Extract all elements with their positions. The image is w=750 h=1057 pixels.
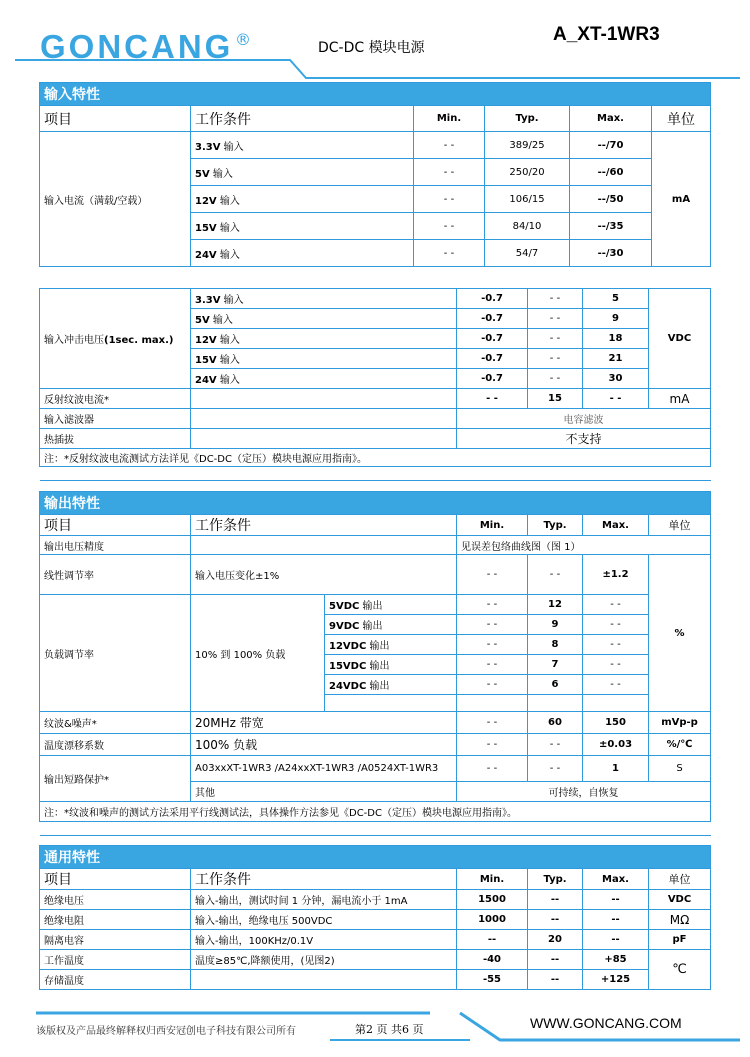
- cond-voltage: 15V: [195, 222, 217, 234]
- cell-max: ±0.03: [583, 734, 649, 756]
- cell-typ: 6: [528, 675, 583, 695]
- cond-text: 输出: [362, 621, 383, 632]
- short-circuit-label: 输出短路保护*: [40, 756, 191, 802]
- cell-min: --: [457, 930, 528, 950]
- cond-text: 输入: [219, 335, 240, 346]
- input-section-title: 输入特性: [40, 83, 711, 106]
- cond-text: 输出: [369, 641, 390, 652]
- product-category: DC-DC 模块电源: [318, 40, 425, 56]
- cond-voltage: 5V: [195, 168, 210, 180]
- col-max: Max.: [583, 869, 649, 890]
- cell-min: -0.7: [457, 329, 528, 349]
- cell-typ: - -: [528, 555, 583, 595]
- cond-text: 输出: [369, 681, 390, 692]
- cell-typ: 12: [528, 595, 583, 615]
- company-logo: GONCANG: [40, 28, 234, 65]
- cell-typ: --: [528, 950, 583, 970]
- cell-min: - -: [457, 675, 528, 695]
- general-section-title: 通用特性: [40, 846, 711, 869]
- row-condition: 输入-输出，测试时间 1 分钟，漏电流小于 1mA: [191, 890, 457, 910]
- output-note: 注：*纹波和噪声的测试方法采用平行线测试法，具体操作方法参见《DC-DC（定压）模块电源应用指南》。: [40, 802, 711, 822]
- hotplug-label: 热插拔: [40, 429, 191, 449]
- cell-typ: - -: [528, 309, 583, 329]
- input-current-unit: mA: [652, 132, 711, 267]
- cell-max: --/30: [570, 240, 652, 267]
- cond-voltage: 3.3V: [195, 295, 221, 306]
- short-circuit-condition-1: A03xxXT-1WR3 /A24xxXT-1WR3 /A0524XT-1WR3: [191, 756, 457, 782]
- cond-voltage: 24V: [195, 375, 217, 386]
- cond-text: 输入: [212, 315, 233, 326]
- cell-min: - -: [414, 132, 485, 159]
- ripple-typ: 15: [528, 389, 583, 409]
- general-characteristics-table: [39, 845, 711, 990]
- cond-voltage: 5VDC: [329, 601, 360, 612]
- col-min: Min.: [414, 106, 485, 132]
- row-condition: 温度≥85℃,降额使用，(见图2): [191, 950, 457, 970]
- temp-coef-unit: %/℃: [649, 734, 711, 756]
- cell-typ: 106/15: [485, 186, 570, 213]
- cell-min: -55: [457, 970, 528, 990]
- cond-voltage: 12V: [195, 335, 217, 346]
- table-row: [40, 950, 711, 970]
- ripple-max: - -: [583, 389, 649, 409]
- cell-min: - -: [457, 734, 528, 756]
- filter-label: 输入滤波器: [40, 409, 191, 429]
- cell-min: -0.7: [457, 289, 528, 309]
- cell-max: 9: [583, 309, 649, 329]
- cond-voltage: 3.3V: [195, 141, 221, 153]
- input-characteristics-table: [39, 82, 711, 267]
- cell-min: - -: [457, 655, 528, 675]
- cell-max: ±1.2: [583, 555, 649, 595]
- table-row: [40, 970, 711, 990]
- cell-max: - -: [583, 615, 649, 635]
- cond-voltage: 9VDC: [329, 621, 360, 632]
- cond-text: 输入: [219, 355, 240, 366]
- col-typ: Typ.: [528, 869, 583, 890]
- cell-max: --/35: [570, 213, 652, 240]
- cell-min: 1000: [457, 910, 528, 930]
- cell-max: - -: [583, 595, 649, 615]
- col-unit: 单位: [649, 869, 711, 890]
- col-unit: 单位: [649, 515, 711, 536]
- cond-text: 输入: [219, 249, 240, 261]
- copyright-notice: 该版权及产品最终解释权归西安冠创电子科技有限公司所有: [36, 1026, 296, 1037]
- col-condition: 工作条件: [191, 869, 457, 890]
- cond-text: 输入: [212, 168, 233, 180]
- input-surge-table: [39, 288, 711, 481]
- cell-max: --/60: [570, 159, 652, 186]
- col-condition: 工作条件: [191, 106, 414, 132]
- cond-text: 输出: [369, 661, 390, 672]
- cell-min: - -: [414, 186, 485, 213]
- noise-unit: mVp-p: [649, 712, 711, 734]
- cell-min: - -: [457, 595, 528, 615]
- cell-typ: 54/7: [485, 240, 570, 267]
- cell-min: - -: [414, 240, 485, 267]
- cell-min: - -: [457, 615, 528, 635]
- load-reg-unit: %: [649, 555, 711, 712]
- row-item: 绝缘电压: [40, 890, 191, 910]
- cell-typ: - -: [528, 756, 583, 782]
- cond-text: 输出: [362, 601, 383, 612]
- cond-text: 输入: [223, 141, 244, 153]
- line-reg-label: 线性调节率: [40, 555, 191, 595]
- cell-max: 30: [583, 369, 649, 389]
- ripple-unit: mA: [649, 389, 711, 409]
- cell-min: - -: [457, 756, 528, 782]
- col-max: Max.: [583, 515, 649, 536]
- col-condition: 工作条件: [191, 515, 457, 536]
- temp-coef-condition: 100% 负载: [191, 734, 457, 756]
- surge-label-suffix: (1sec. max.): [104, 335, 174, 346]
- cond-voltage: 15VDC: [329, 661, 367, 672]
- cond-voltage: 12VDC: [329, 641, 367, 652]
- cell-typ: --: [528, 910, 583, 930]
- input-note: 注：*反射纹波电流测试方法详见《DC-DC（定压）模块电源应用指南》。: [40, 449, 711, 467]
- col-typ: Typ.: [528, 515, 583, 536]
- short-circuit-value-2: 可持续，自恢复: [457, 782, 711, 802]
- col-unit: 单位: [652, 106, 711, 132]
- cell-typ: 7: [528, 655, 583, 675]
- input-current-label: 输入电流（满载/空载）: [40, 132, 191, 267]
- cell-unit: MΩ: [649, 910, 711, 930]
- cell-typ: - -: [528, 369, 583, 389]
- row-condition: 输入-输出，100KHz/0.1V: [191, 930, 457, 950]
- cell-max: --/70: [570, 132, 652, 159]
- cell-max: 18: [583, 329, 649, 349]
- cell-min: 1500: [457, 890, 528, 910]
- line-reg-condition: 输入电压变化±1%: [191, 555, 457, 595]
- cell-max: 1: [583, 756, 649, 782]
- cell-max: 21: [583, 349, 649, 369]
- load-reg-label: 负载调节率: [40, 595, 191, 712]
- cell-typ: 8: [528, 635, 583, 655]
- accuracy-value: 见误差包络曲线图（图 1）: [457, 536, 711, 555]
- cell-min: -0.7: [457, 369, 528, 389]
- cond-voltage: 12V: [195, 195, 217, 207]
- cell-max: 150: [583, 712, 649, 734]
- short-circuit-unit: S: [649, 756, 711, 782]
- short-circuit-condition-2: 其他: [191, 782, 457, 802]
- cond-voltage: 5V: [195, 315, 210, 326]
- cell-min: - -: [457, 712, 528, 734]
- cond-voltage: 15V: [195, 355, 217, 366]
- cell-typ: 84/10: [485, 213, 570, 240]
- row-item: 绝缘电阻: [40, 910, 191, 930]
- cell-unit: VDC: [649, 890, 711, 910]
- col-max: Max.: [570, 106, 652, 132]
- col-typ: Typ.: [485, 106, 570, 132]
- hotplug-value: 不支持: [457, 429, 711, 449]
- cond-voltage: 24VDC: [329, 681, 367, 692]
- noise-label: 纹波&噪声*: [40, 712, 191, 734]
- cell-unit: pF: [649, 930, 711, 950]
- cell-max: +125: [583, 970, 649, 990]
- row-condition: 输入-输出，绝缘电压 500VDC: [191, 910, 457, 930]
- registered-mark: ®: [235, 30, 251, 49]
- cell-typ: 60: [528, 712, 583, 734]
- cell-typ: --: [528, 890, 583, 910]
- col-min: Min.: [457, 869, 528, 890]
- cell-max: --: [583, 910, 649, 930]
- surge-unit: VDC: [649, 289, 711, 389]
- surge-label: 输入冲击电压: [44, 335, 104, 346]
- col-min: Min.: [457, 515, 528, 536]
- row-condition: [191, 970, 457, 990]
- cell-typ: 20: [528, 930, 583, 950]
- ripple-min: - -: [457, 389, 528, 409]
- cond-text: 输入: [219, 375, 240, 386]
- table-row: [40, 910, 711, 930]
- cell-max: 5: [583, 289, 649, 309]
- cond-text: 输入: [223, 295, 244, 306]
- cell-max: - -: [583, 635, 649, 655]
- row-item: 存储温度: [40, 970, 191, 990]
- cell-min: -0.7: [457, 309, 528, 329]
- output-section-title: 输出特性: [40, 492, 711, 515]
- cell-min: - -: [414, 213, 485, 240]
- cell-min: - -: [414, 159, 485, 186]
- cell-max: +85: [583, 950, 649, 970]
- table-row: [40, 930, 711, 950]
- cell-typ: 250/20: [485, 159, 570, 186]
- row-item: 隔离电容: [40, 930, 191, 950]
- cell-min: - -: [457, 635, 528, 655]
- temp-coef-label: 温度漂移系数: [40, 734, 191, 756]
- cell-typ: --: [528, 970, 583, 990]
- website-link[interactable]: WWW.GONCANG.COM: [530, 1015, 682, 1031]
- cell-typ: - -: [528, 329, 583, 349]
- filter-value: 电容滤波: [457, 409, 711, 429]
- temp-unit: ℃: [649, 950, 711, 990]
- cell-max: --: [583, 890, 649, 910]
- cell-typ: - -: [528, 289, 583, 309]
- col-item: 项目: [40, 106, 191, 132]
- cond-voltage: 24V: [195, 249, 217, 261]
- table-row: [40, 890, 711, 910]
- model-number: A_XT-1WR3: [553, 24, 660, 45]
- page-number: 第2 页 共6 页: [355, 1023, 424, 1036]
- output-characteristics-table: [39, 491, 711, 836]
- cond-text: 输入: [219, 195, 240, 207]
- cell-max: - -: [583, 675, 649, 695]
- col-item: 项目: [40, 515, 191, 536]
- cell-typ: 9: [528, 615, 583, 635]
- cell-max: --: [583, 930, 649, 950]
- cell-typ: - -: [528, 734, 583, 756]
- cell-typ: 389/25: [485, 132, 570, 159]
- col-item: 项目: [40, 869, 191, 890]
- load-reg-condition: 10% 到 100% 负载: [191, 595, 325, 712]
- cond-text: 输入: [219, 222, 240, 234]
- noise-condition: 20MHz 带宽: [191, 712, 457, 734]
- accuracy-label: 输出电压精度: [40, 536, 191, 555]
- cell-min: -40: [457, 950, 528, 970]
- row-item: 工作温度: [40, 950, 191, 970]
- cell-max: --/50: [570, 186, 652, 213]
- cell-min: -0.7: [457, 349, 528, 369]
- cell-typ: - -: [528, 349, 583, 369]
- ripple-label: 反射纹波电流*: [40, 389, 191, 409]
- cell-max: - -: [583, 655, 649, 675]
- cell-min: - -: [457, 555, 528, 595]
